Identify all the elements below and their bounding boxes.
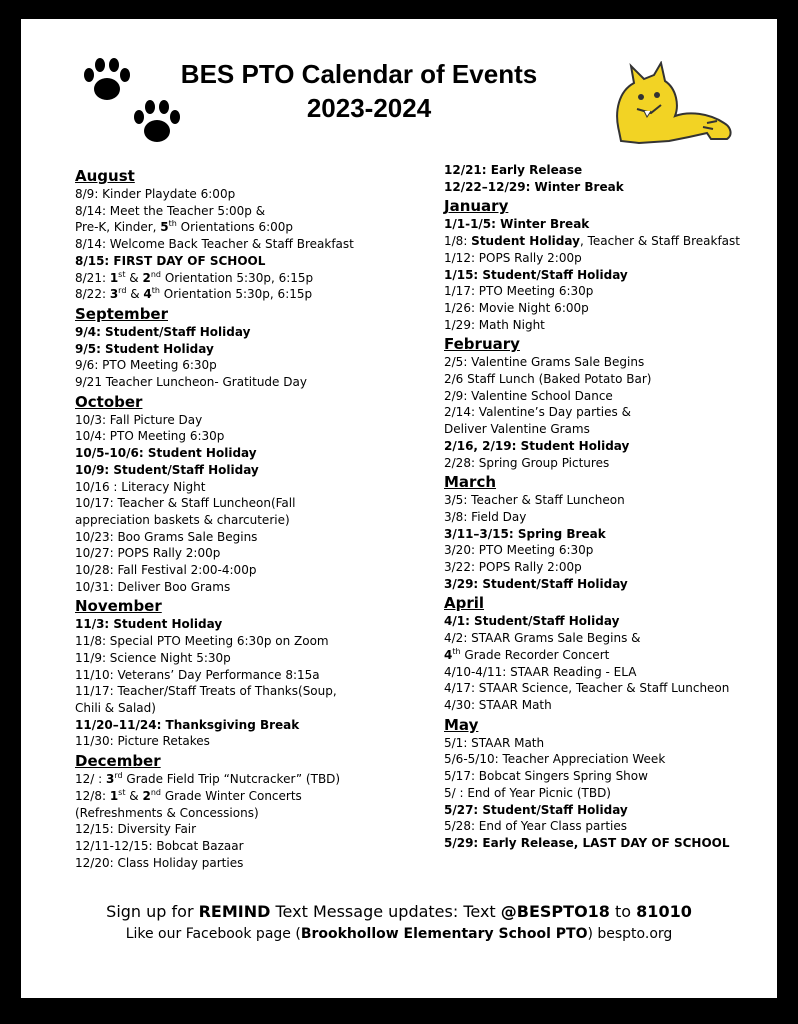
event-line: 8/9: Kinder Playdate 6:00p — [75, 187, 236, 201]
event-line: 11/20–11/24: Thanksgiving Break — [75, 717, 300, 732]
month-heading-november: November — [75, 597, 162, 616]
event-line: Pre-K, Kinder, 5th Orientations 6:00p — [75, 219, 294, 235]
event-line: 2/28: Spring Group Pictures — [444, 455, 610, 470]
school-year: 2023-2024 — [306, 93, 432, 123]
event-line: 5/27: Student/Staff Holiday — [444, 802, 628, 817]
event-line: appreciation baskets & charcuterie) — [75, 512, 290, 527]
month-heading-may: May — [444, 715, 479, 734]
month-heading-august: August — [75, 167, 135, 185]
bobcat-mascot-icon — [599, 61, 739, 151]
event-line: 5/1: STAAR Math — [444, 735, 545, 750]
event-line: 10/23: Boo Grams Sale Begins — [75, 529, 258, 544]
event-line: 4/30: STAAR Math — [444, 697, 552, 712]
event-line: 9/5: Student Holiday — [75, 341, 214, 356]
event-line: 10/31: Deliver Boo Grams — [75, 579, 231, 594]
remind-signup-text: Sign up for REMIND Text Message updates: Text @BESPTO18 to 81010 — [106, 902, 692, 921]
event-line: 8/21: 1st & 2nd Orientation 5:30p, 6:15p — [75, 269, 314, 285]
month-heading-september: September — [75, 304, 168, 323]
event-line: 4/10-4/11: STAAR Reading - ELA — [444, 664, 637, 679]
event-line: 1/29: Math Night — [444, 317, 545, 332]
event-line: (Refreshments & Concessions) — [75, 805, 259, 820]
event-line: 8/22: 3rd & 4th Orientation 5:30p, 6:15p — [75, 286, 313, 302]
event-line: 12/21: Early Release — [444, 163, 583, 177]
event-line: 10/3: Fall Picture Day — [75, 412, 203, 427]
month-heading-december: December — [75, 752, 161, 771]
event-line: 4/1: Student/Staff Holiday — [444, 614, 620, 629]
month-heading-october: October — [75, 392, 143, 411]
event-line: 10/17: Teacher & Staff Luncheon(Fall — [75, 496, 296, 511]
event-line: 10/28: Fall Festival 2:00-4:00p — [75, 563, 257, 578]
event-line: 9/6: PTO Meeting 6:30p — [75, 358, 217, 373]
event-line: 1/12: POPS Rally 2:00p — [444, 250, 582, 265]
event-line: 9/21 Teacher Luncheon- Gratitude Day — [75, 375, 307, 390]
event-line: 4/17: STAAR Science, Teacher & Staff Luncheon — [444, 681, 730, 696]
page-title: BES PTO Calendar of Events — [180, 59, 538, 89]
event-line: 10/5-10/6: Student Holiday — [75, 446, 257, 461]
event-line: 1/1-1/5: Winter Break — [444, 217, 590, 232]
event-line: 3/11–3/15: Spring Break — [444, 526, 606, 541]
event-line: 5/6-5/10: Teacher Appreciation Week — [444, 752, 666, 767]
month-heading-february: February — [444, 335, 520, 354]
event-line: 12/11-12/15: Bobcat Bazaar — [75, 838, 244, 853]
event-line: 11/9: Science Night 5:30p — [75, 650, 231, 665]
event-line: 11/8: Special PTO Meeting 6:30p on Zoom — [75, 634, 329, 649]
calendar-page — [21, 19, 777, 998]
event-line: 11/17: Teacher/Staff Treats of Thanks(Soup, — [75, 684, 337, 699]
event-line: 12/8: 1st & 2nd Grade Winter Concerts — [75, 787, 302, 803]
left-column — [75, 165, 354, 871]
event-line: 10/16 : Literacy Night — [75, 479, 206, 494]
right-column — [444, 162, 740, 852]
event-line: 5/17: Bobcat Singers Spring Show — [444, 769, 648, 784]
event-line: 3/5: Teacher & Staff Luncheon — [444, 493, 625, 508]
facebook-text: Like our Facebook page (Brookhollow Elementary School PTO) bespto.org — [125, 926, 673, 942]
event-line: 4/2: STAAR Grams Sale Begins & — [444, 631, 641, 646]
event-line: 1/26: Movie Night 6:00p — [444, 300, 589, 315]
event-line: 1/15: Student/Staff Holiday — [444, 267, 628, 282]
event-line: 3/20: PTO Meeting 6:30p — [444, 543, 594, 558]
event-line: 10/9: Student/Staff Holiday — [75, 462, 259, 477]
event-line: 10/4: PTO Meeting 6:30p — [75, 429, 225, 444]
event-line: 2/9: Valentine School Dance — [444, 388, 613, 403]
event-line: 5/28: End of Year Class parties — [444, 819, 627, 834]
event-line: 4th Grade Recorder Concert — [444, 646, 610, 662]
event-line: 2/5: Valentine Grams Sale Begins — [444, 355, 645, 370]
event-line: 2/16, 2/19: Student Holiday — [444, 438, 630, 453]
event-line: 5/29: Early Release, LAST DAY OF SCHOOL — [444, 835, 730, 850]
month-heading-march: March — [444, 473, 497, 492]
event-line: Deliver Valentine Grams — [444, 422, 590, 437]
event-line: 2/6 Staff Lunch (Baked Potato Bar) — [444, 372, 652, 387]
event-line: 10/27: POPS Rally 2:00p — [75, 546, 221, 561]
event-line: 8/15: FIRST DAY OF SCHOOL — [75, 253, 266, 268]
month-heading-january: January — [444, 197, 509, 216]
event-line: 3/29: Student/Staff Holiday — [444, 576, 628, 591]
month-heading-april: April — [444, 594, 485, 613]
event-line: 8/14: Welcome Back Teacher & Staff Breakfast — [75, 237, 354, 252]
event-line: 3/22: POPS Rally 2:00p — [444, 560, 582, 575]
event-line: 12/15: Diversity Fair — [75, 822, 197, 837]
event-line: Chili & Salad) — [75, 700, 156, 715]
event-line: 12/20: Class Holiday parties — [75, 855, 244, 870]
event-line: 12/22–12/29: Winter Break — [444, 179, 624, 194]
event-line: 3/8: Field Day — [444, 509, 527, 524]
event-line: 1/17: PTO Meeting 6:30p — [444, 284, 594, 299]
event-line: 11/10: Veterans’ Day Performance 8:15a — [75, 667, 320, 682]
event-line: 11/3: Student Holiday — [75, 617, 223, 632]
event-line: 9/4: Student/Staff Holiday — [75, 324, 251, 339]
event-line: 5/ : End of Year Picnic (TBD) — [444, 785, 611, 800]
event-line: 11/30: Picture Retakes — [75, 734, 210, 749]
event-line: 8/14: Meet the Teacher 5:00p & — [75, 203, 266, 218]
event-line: 2/14: Valentine’s Day parties & — [444, 405, 631, 420]
event-line: 1/8: Student Holiday, Teacher & Staff Breakfast — [444, 234, 740, 249]
event-line: 12/ : 3rd Grade Field Trip “Nutcracker” (TBD) — [75, 771, 341, 787]
